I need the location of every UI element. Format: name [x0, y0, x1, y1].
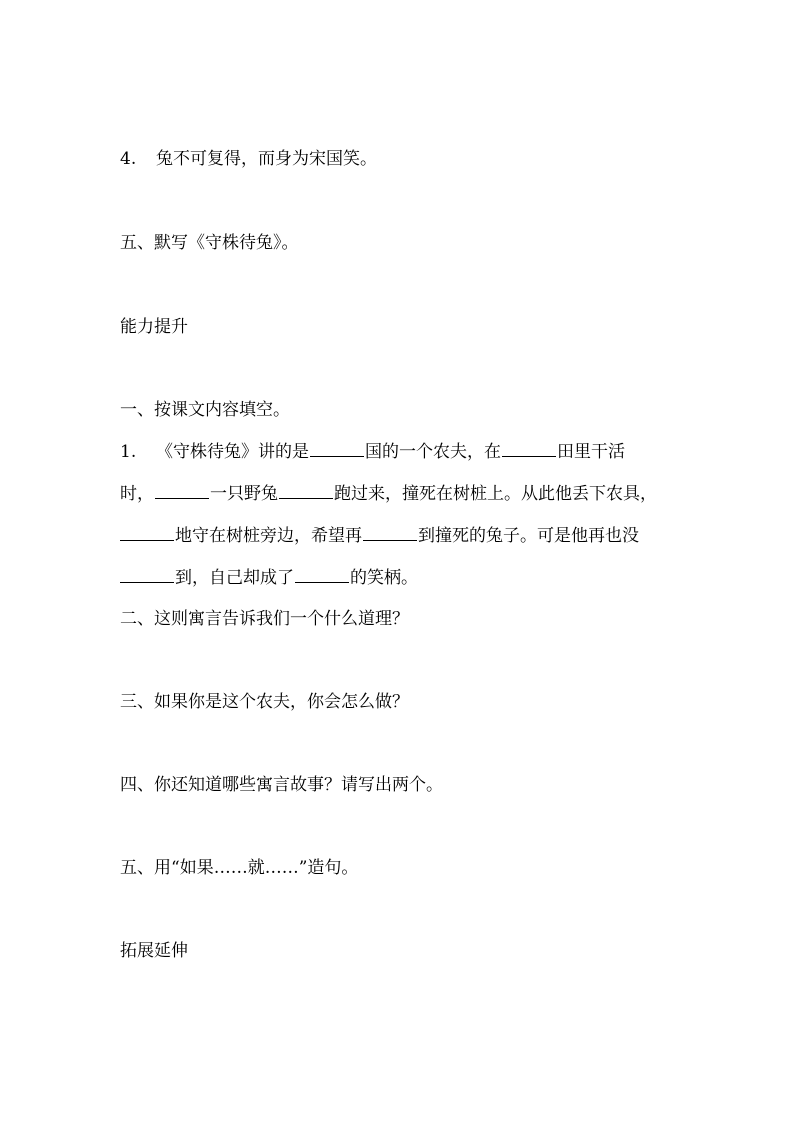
answer-blank[interactable] [363, 524, 417, 541]
item-number: 4. [120, 149, 137, 169]
fill-text: 到撞死的兔子。可是他再也没 [418, 526, 639, 546]
answer-blank[interactable] [310, 440, 364, 457]
fill-text: 国的一个农夫，在 [365, 442, 501, 462]
item-text: 兔不可复得，而身为宋国笑。 [156, 149, 377, 169]
fill-text: 的笑柄。 [350, 568, 418, 588]
answer-blank[interactable] [295, 566, 349, 583]
answer-blank[interactable] [120, 524, 174, 541]
item-4 [120, 147, 680, 171]
answer-blank[interactable] [279, 482, 333, 499]
fill-text: 《守株待兔》讲的是 [156, 442, 309, 462]
question-5: 五、用“如果……就……”造句。 [120, 858, 359, 878]
fill-blank-line-3 [120, 524, 680, 548]
fill-blank-line-1 [120, 440, 680, 464]
question-4: 四、你还知道哪些寓言故事？请写出两个。 [120, 775, 443, 795]
fill-text: 跑过来，撞死在树桩上。从此他丢下农具， [334, 484, 657, 504]
heading-ability-improvement: 能力提升 [120, 317, 188, 337]
fill-blank-line-2 [120, 482, 680, 506]
fill-text: 到，自己却成了 [175, 568, 294, 588]
question-2: 二、这则寓言告诉我们一个什么道理？ [120, 609, 409, 629]
answer-blank[interactable] [120, 566, 174, 583]
fill-text: 时， [120, 484, 154, 504]
section-5-dictation: 五、默写《守株待兔》。 [120, 233, 299, 253]
question-1-title: 一、按课文内容填空。 [120, 400, 290, 420]
heading-extension: 拓展延伸 [120, 941, 188, 961]
question-3: 三、如果你是这个农夫，你会怎么做？ [120, 692, 409, 712]
answer-blank[interactable] [155, 482, 209, 499]
fill-text: 地守在树桩旁边，希望再 [175, 526, 362, 546]
answer-blank[interactable] [502, 440, 556, 457]
fill-blank-line-4 [120, 566, 680, 590]
fill-text: 一只野兔 [210, 484, 278, 504]
fill-number: 1. [120, 442, 137, 462]
fill-text: 田里干活 [557, 442, 625, 462]
